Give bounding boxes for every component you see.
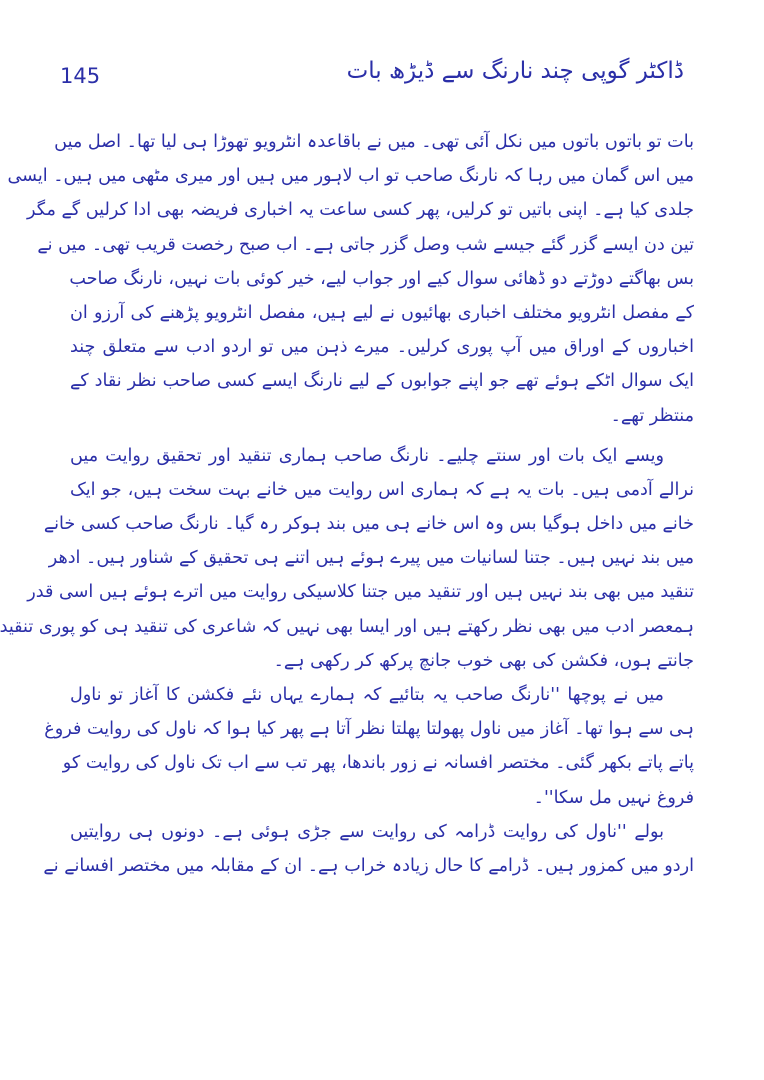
text-line: ایک سوال اٹکے ہوئے تھے جو اپنے جوابوں کے لیے نارنگ ایسے کسی صاحب نظر نقاد کے: [70, 371, 694, 392]
text-line: ہی سے ہوا تھا۔ آغاز میں ناول پھولتا پھلتا نظر آتا ہے پھر کیا ہوا کہ ناول کی روایت فروغ: [44, 719, 694, 740]
text-line: میں بند نہیں ہیں۔ جتنا لسانیات میں پیرے ہوئے ہیں اتنے ہی تحقیق کے شناور ہیں۔ ادھر: [48, 548, 694, 569]
page-header: [60, 58, 684, 98]
paragraph: [7, 125, 694, 433]
text-line: اخباروں کے اوراق میں آپ پوری کرلیں۔ میرے ذہن میں تو اردو ادب سے متعلق چند: [70, 337, 694, 358]
text-line: بات تو باتوں باتوں میں نکل آئی تھی۔ میں نے باقاعدہ انٹرویو تھوڑا ہی لیا تھا۔ اصل میں: [54, 132, 694, 152]
paragraph: [0, 439, 694, 678]
text-line: پاتے پاتے بکھر گئی۔ مختصر افسانہ نے زور باندھا، پھر تب سے اب تک ناول کی روایت کو: [62, 753, 694, 774]
text-line: ہمعصر ادب میں بھی نظر رکھتے ہیں اور ایسا بھی نہیں کہ شاعری کی تنقید ہی کو پوری تنقید: [0, 616, 694, 637]
text-line: ویسے ایک بات اور سنتے چلیے۔ نارنگ صاحب ہماری تنقید اور تحقیق روایت میں: [70, 445, 664, 466]
text-line: تنقید میں بھی بند نہیں ہیں اور تنقید میں جتنا کلاسیکی روایت میں اترے ہوئے ہیں اسی قدر: [27, 582, 694, 603]
text-line: میں نے پوچھا ''نارنگ صاحب یہ بتائیے کہ ہمارے یہاں نئے فکشن کا آغاز تو ناول: [70, 685, 664, 705]
text-line: فروغ نہیں مل سکا''۔: [533, 787, 694, 808]
paragraph: [43, 815, 694, 883]
text-line: جلدی کیا ہے۔ اپنی باتیں تو کرلیں، پھر کسی ساعت یہ اخباری فریضہ بھی ادا کرلیں گے مگر: [27, 200, 694, 221]
text-line: تین دن ایسے گزر گئے جیسے شب وصل گزر جاتی ہے۔ اب صبح رخصت قریب تھی۔ میں نے: [37, 234, 694, 255]
text-line: منتظر تھے۔: [610, 405, 694, 426]
paragraph: [44, 678, 694, 815]
text-line: کے مفصل انٹرویو مختلف اخباری بھائیوں نے لیے ہیں، مفصل انٹرویو پڑھنے کی آرزو ان: [70, 302, 694, 323]
text-line: نرالے آدمی ہیں۔ بات یہ ہے کہ ہماری اس روایت میں خانے بہت سخت ہیں، جو ایک: [70, 479, 694, 500]
text-line: خانے میں داخل ہوگیا بس وہ اس خانے ہی میں بند ہوکر رہ گیا۔ نارنگ صاحب کسی خانے: [43, 514, 694, 535]
text-line: بولے ''ناول کی روایت ڈرامہ کی روایت سے جڑی ہوئی ہے۔ دونوں ہی روایتیں: [70, 821, 664, 842]
body-text: [0, 125, 694, 883]
text-line: بس بھاگتے دوڑتے دو ڈھائی سوال کیے اور جواب لیے، خیر کوئی بات نہیں، نارنگ صاحب: [69, 268, 694, 289]
text-line: میں اس گمان میں رہا کہ نارنگ صاحب تو اب لاہور میں ہیں اور میری مٹھی میں ہیں۔ ایسی: [7, 166, 694, 187]
text-line: اردو میں کمزور ہیں۔ ڈرامے کا حال زیادہ خراب ہے۔ ان کے مقابلہ میں مختصر افسانے نے: [43, 855, 694, 876]
text-line: جانتے ہوں، فکشن کی بھی خوب جانچ پرکھ کر رکھی ہے۔: [273, 650, 694, 671]
page-number: 145: [60, 64, 101, 88]
running-title: ڈاکٹر گوپی چند نارنگ سے ڈیڑھ بات: [346, 58, 684, 84]
